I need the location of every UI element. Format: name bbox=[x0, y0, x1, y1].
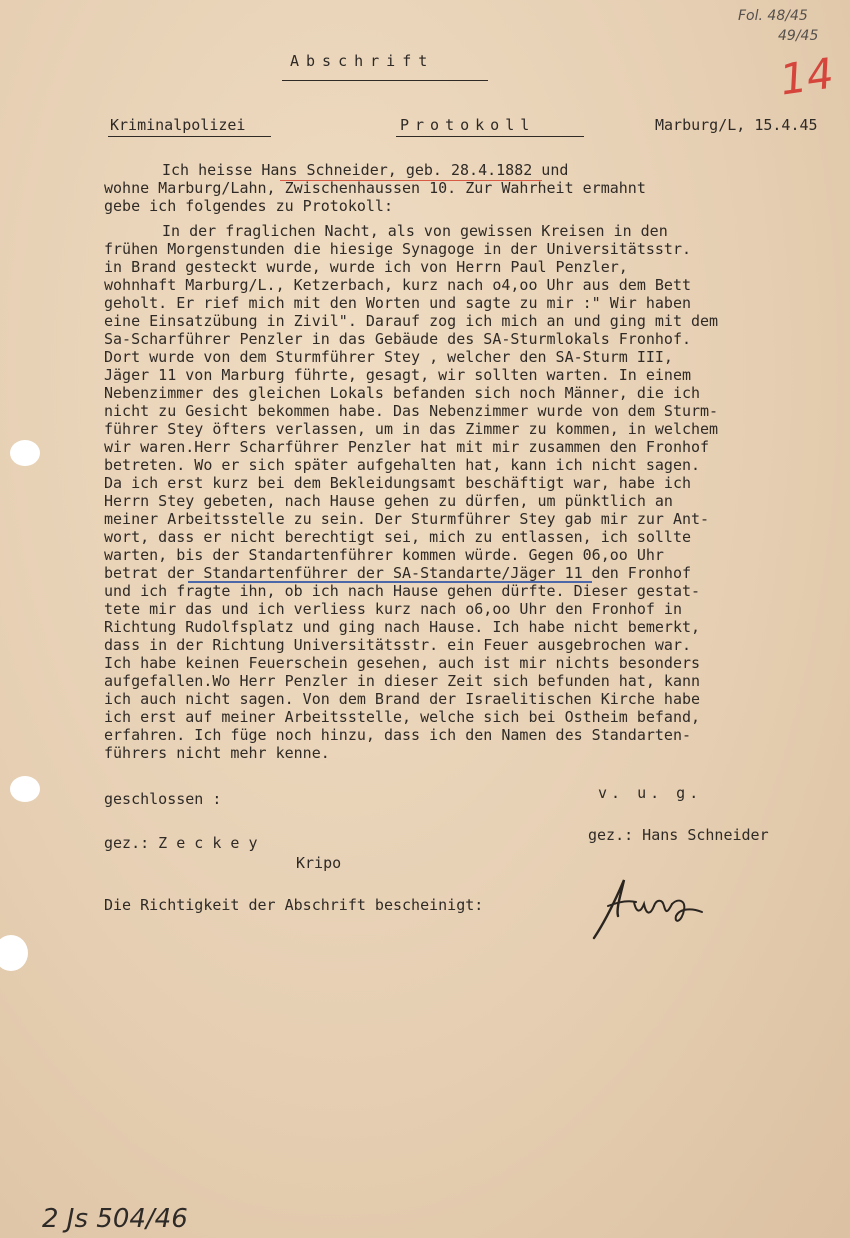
place-date: Marburg/L, 15.4.45 bbox=[655, 116, 818, 134]
statement-line: Sa-Scharführer Penzler in das Gebäude des SA-Sturmlokals Fronhof. bbox=[104, 330, 691, 348]
statement-line: führers nicht mehr kenne. bbox=[104, 744, 330, 762]
statement-line: Da ich erst kurz bei dem Bekleidungsamt beschäftigt war, habe ich bbox=[104, 474, 691, 492]
protocol-heading: Protokoll bbox=[400, 116, 536, 134]
statement-line: betreten. Wo er sich später aufgehalten hat, kann ich nicht sagen. bbox=[104, 456, 701, 474]
statement-line: und ich fragte ihn, ob ich nach Hause gehen dürfte. Dieser gestat- bbox=[104, 582, 701, 600]
department-label: Kriminalpolizei bbox=[110, 116, 246, 134]
certification-text: Die Richtigkeit der Abschrift bescheinigt: bbox=[104, 896, 484, 914]
statement-line: dass in der Richtung Universitätsstr. ein Feuer ausgebrochen war. bbox=[104, 636, 691, 654]
department-underline bbox=[108, 136, 271, 137]
signed-zeckey: gez.: Z e c k e y bbox=[104, 834, 258, 852]
statement-line: In der fraglichen Nacht, als von gewissen Kreisen in den bbox=[162, 222, 668, 240]
statement-line: tete mir das und ich verliess kurz nach o6,oo Uhr den Fronhof in bbox=[104, 600, 682, 618]
statement-line: aufgefallen.Wo Herr Penzler in dieser Zeit sich befunden hat, kann bbox=[104, 672, 701, 690]
file-number: 2 Js 504/46 bbox=[42, 1204, 188, 1234]
statement-line: Richtung Rudolfsplatz und ging nach Hause. Ich habe nicht bemerkt, bbox=[104, 618, 701, 636]
statement-line: erfahren. Ich füge noch hinzu, dass ich den Namen des Standarten- bbox=[104, 726, 691, 744]
kripo-label: Kripo bbox=[296, 854, 342, 872]
punch-hole-top bbox=[10, 440, 40, 466]
intro-line: wohne Marburg/Lahn, Zwischenhaussen 10. Zur Wahrheit ermahnt bbox=[104, 179, 646, 197]
statement-line: Jäger 11 von Marburg führte, gesagt, wir sollten warten. In einem bbox=[104, 366, 691, 384]
archive-reference-2: 49/45 bbox=[778, 28, 819, 44]
statement-line: führer Stey öfters verlassen, um in das Zimmer zu kommen, in welchem bbox=[104, 420, 719, 438]
statement-line: wort, dass er nicht berechtigt sei, mich zu entlassen, ich sollte bbox=[104, 528, 691, 546]
intro-line: Ich heisse Hans Schneider, geb. 28.4.1882 und bbox=[162, 161, 569, 179]
archive-reference-1: Fol. 48/45 bbox=[738, 8, 808, 24]
closed-label: geschlossen : bbox=[104, 790, 222, 808]
statement-line: wohnhaft Marburg/L., Ketzerbach, kurz nach o4,oo Uhr aus dem Bett bbox=[104, 276, 691, 294]
statement-line: eine Einsatzübung in Zivil". Darauf zog ich mich an und ging mit dem bbox=[104, 312, 719, 330]
handwritten-signature bbox=[588, 872, 718, 942]
statement-line: Ich habe keinen Feuerschein gesehen, auch ist mir nichts besonders bbox=[104, 654, 701, 672]
read-approved-signed: v. u. g. bbox=[598, 784, 703, 802]
statement-line: meiner Arbeitsstelle zu sein. Der Sturmführer Stey gab mir zur Ant- bbox=[104, 510, 710, 528]
statement-line: ich auch nicht sagen. Von dem Brand der Israelitischen Kirche habe bbox=[104, 690, 701, 708]
punch-hole-margin bbox=[0, 935, 28, 971]
statement-line: wir waren.Herr Scharführer Penzler hat mit mir zusammen den Fronhof bbox=[104, 438, 710, 456]
signed-schneider: gez.: Hans Schneider bbox=[588, 826, 769, 844]
statement-line: frühen Morgenstunden die hiesige Synagoge in der Universitätsstr. bbox=[104, 240, 691, 258]
statement-line: Dort wurde von dem Sturmführer Stey , welcher den SA-Sturm III, bbox=[104, 348, 673, 366]
statement-line: Nebenzimmer des gleichen Lokals befanden sich noch Männer, die ich bbox=[104, 384, 701, 402]
protocol-underline bbox=[396, 136, 584, 137]
statement-line: ich erst auf meiner Arbeitsstelle, welche sich bei Ostheim befand, bbox=[104, 708, 701, 726]
title-underline bbox=[282, 80, 488, 81]
document-title: Abschrift bbox=[290, 52, 435, 70]
statement-line: warten, bis der Standartenführer kommen würde. Gegen 06,oo Uhr bbox=[104, 546, 664, 564]
statement-line: geholt. Er rief mich mit den Worten und sagte zu mir :" Wir haben bbox=[104, 294, 691, 312]
statement-line: Herrn Stey gebeten, nach Hause gehen zu dürfen, um pünktlich an bbox=[104, 492, 673, 510]
folio-number: 14 bbox=[776, 48, 837, 105]
name-red-underline bbox=[280, 180, 542, 181]
statement-line: nicht zu Gesicht bekommen habe. Das Nebenzimmer wurde von dem Sturm- bbox=[104, 402, 719, 420]
statement-line: in Brand gesteckt wurde, wurde ich von Herrn Paul Penzler, bbox=[104, 258, 628, 276]
punch-hole-bottom bbox=[10, 776, 40, 802]
intro-line: gebe ich folgendes zu Protokoll: bbox=[104, 197, 393, 215]
statement-line: betrat der Standartenführer der SA-Standarte/Jäger 11 den Fronhof bbox=[104, 564, 691, 582]
standartenfuehrer-blue-underline bbox=[188, 581, 592, 583]
